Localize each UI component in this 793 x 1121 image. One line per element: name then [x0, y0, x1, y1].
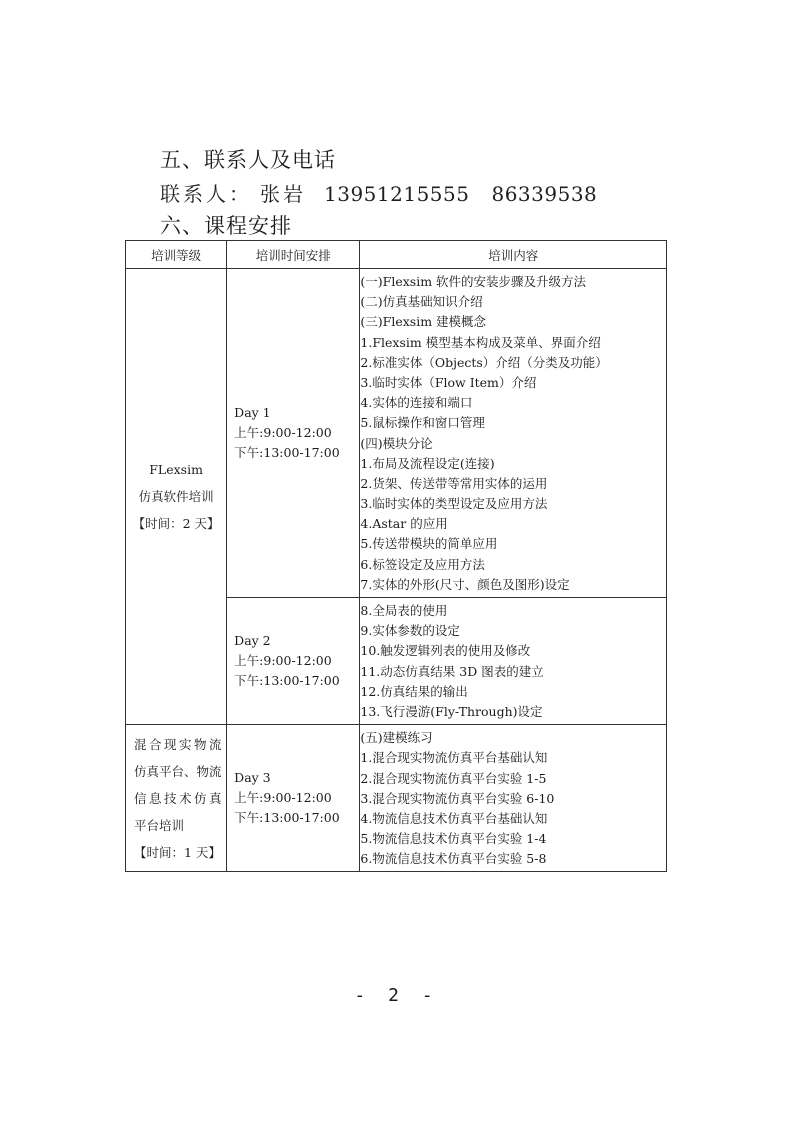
- header-training-content: 培训内容: [360, 241, 667, 269]
- time-cell-day1: [227, 269, 360, 598]
- content-item: 5.鼠标操作和窗口管理: [360, 415, 485, 431]
- header-training-time: 培训时间安排: [227, 241, 360, 269]
- level-cell-flexsim: [126, 269, 227, 725]
- level-duration: 【时间：2 天】: [132, 516, 220, 532]
- table-header-row: [126, 241, 667, 269]
- morning-time: 上午:9:00-12:00: [234, 790, 332, 806]
- afternoon-time: 下午:13:00-17:00: [234, 673, 340, 689]
- content-cell-day3: [360, 725, 667, 872]
- morning-time: 上午:9:00-12:00: [234, 425, 332, 440]
- day-label: Day 2: [234, 633, 271, 649]
- content-item: 9.实体参数的设定: [360, 623, 460, 639]
- content-item: 3.混合现实物流仿真平台实验 6-10: [360, 790, 555, 806]
- content-item: 2.混合现实物流仿真平台实验 1-5: [360, 770, 547, 786]
- afternoon-time: 下午:13:00-17:00: [234, 810, 340, 826]
- section-5-heading: 五、联系人及电话: [160, 148, 336, 172]
- morning-time: 上午:9:00-12:00: [234, 653, 332, 669]
- level-cell-mixed-reality: [126, 725, 227, 872]
- content-cell-day1: [360, 269, 667, 598]
- content-item: (五)建模练习: [360, 730, 433, 746]
- content-item: 13.飞行漫游(Fly-Through)设定: [360, 703, 543, 719]
- level-line: FLexsim: [149, 462, 203, 478]
- contact-line: [160, 178, 597, 207]
- content-item: 12.仿真结果的输出: [360, 683, 468, 699]
- content-item: (三)Flexsim 建模概念: [360, 314, 487, 330]
- level-duration: 【时间：1 天】: [134, 844, 221, 860]
- content-item: 8.全局表的使用: [360, 603, 448, 618]
- level-line: 仿真平台、物流: [134, 763, 222, 779]
- table-row: [126, 725, 667, 872]
- level-line: 信息技术仿真: [134, 790, 225, 806]
- content-item: 4.实体的连接和端口: [360, 395, 473, 411]
- contact-phone-office: 86339538: [491, 182, 598, 206]
- content-item: 10.触发逻辑列表的使用及修改: [360, 643, 531, 659]
- header-training-level: 培训等级: [126, 241, 227, 269]
- content-item: 5.物流信息技术仿真平台实验 1-4: [360, 831, 547, 847]
- level-line: 仿真软件培训: [138, 489, 214, 505]
- level-line: 混合现实物流: [134, 736, 225, 752]
- content-item: (二)仿真基础知识介绍: [360, 294, 483, 310]
- content-item: (四)模块分论: [360, 435, 433, 451]
- content-item: 4.Astar 的应用: [360, 516, 448, 532]
- content-item: 6.标签设定及应用方法: [360, 556, 485, 572]
- content-item: 4.物流信息技术仿真平台基础认知: [360, 810, 548, 826]
- content-item: 3.临时实体的类型设定及应用方法: [360, 496, 548, 512]
- contact-phone-mobile: 13951215555: [324, 182, 470, 206]
- table-row: [126, 269, 667, 598]
- content-item: 7.实体的外形(尺寸、颜色及图形)设定: [360, 576, 570, 592]
- course-schedule-table: [125, 240, 667, 872]
- time-cell-day3: [227, 725, 360, 872]
- content-item: 1.Flexsim 模型基本构成及菜单、界面介绍: [360, 334, 601, 350]
- content-item: 11.动态仿真结果 3D 图表的建立: [360, 663, 544, 679]
- content-item: 2.货架、传送带等常用实体的运用: [360, 475, 548, 491]
- page-number: - 2 -: [354, 985, 439, 1006]
- time-cell-day2: [227, 598, 360, 725]
- content-item: 6.物流信息技术仿真平台实验 5-8: [360, 851, 547, 867]
- section-6-heading: 六、课程安排: [160, 214, 292, 238]
- content-item: 3.临时实体（Flow Item）介绍: [360, 374, 537, 390]
- content-cell-day2: [360, 598, 667, 725]
- content-item: 1.布局及流程设定(连接): [360, 455, 495, 471]
- day-label: Day 3: [234, 770, 271, 786]
- content-item: 5.传送带模块的简单应用: [360, 536, 498, 552]
- content-item: 1.混合现实物流仿真平台基础认知: [360, 750, 548, 766]
- contact-name: 张岩: [260, 182, 306, 206]
- content-item: 2.标准实体（Objects）介绍（分类及功能）: [360, 354, 608, 370]
- afternoon-time: 下午:13:00-17:00: [234, 445, 340, 460]
- day-label: Day 1: [234, 405, 271, 420]
- level-line: 平台培训: [134, 817, 185, 833]
- content-item: (一)Flexsim 软件的安装步骤及升级方法: [360, 274, 587, 289]
- contact-label: 联系人：: [160, 182, 252, 206]
